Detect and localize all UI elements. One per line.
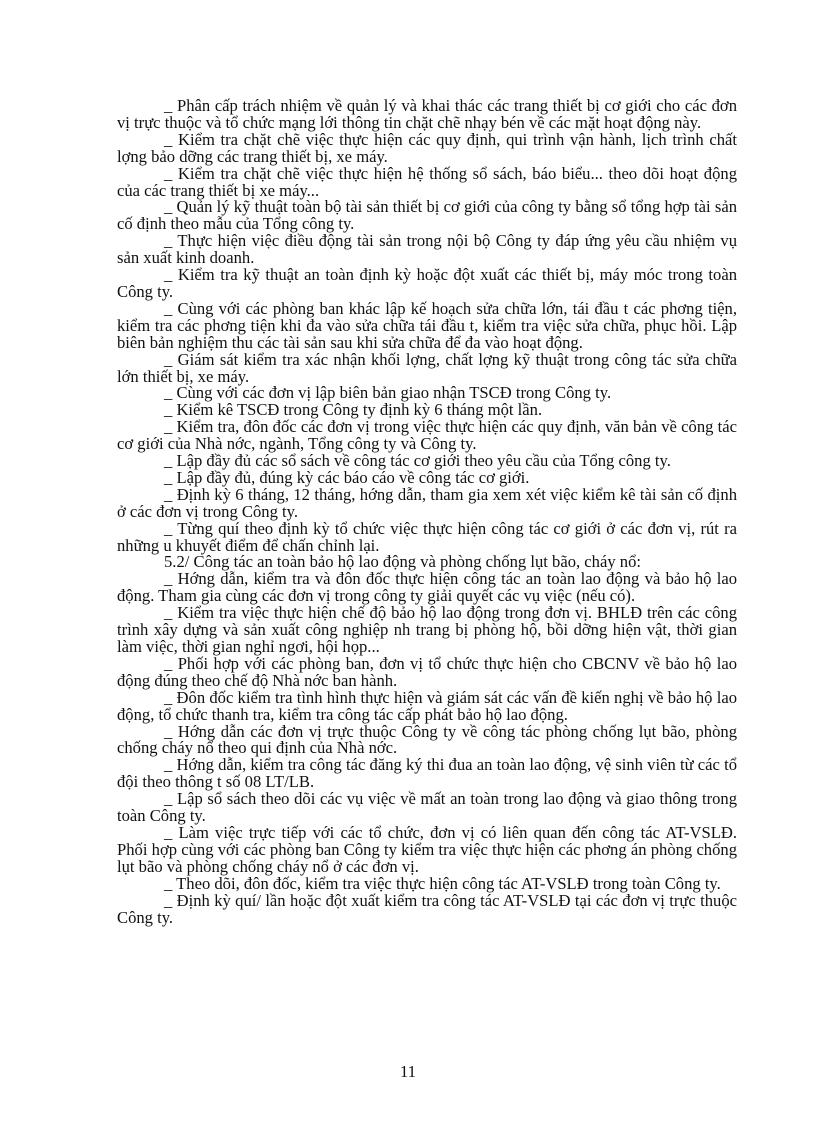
paragraph: _ Kiểm tra việc thực hiện chế độ bảo hộ lao động trong đơn vị. BHLĐ trên các công trình xây dựng và sản xuất công nghiệp nh trang bị phòng hộ, bồi dỡng hiện vật, thời gian làm việc, thời gian nghỉ ngơi, hội họp... [117, 603, 737, 656]
paragraph: _ Lập sổ sách theo dõi các vụ việc về mất an toàn trong lao động và giao thông trong toàn Công ty. [117, 789, 737, 826]
paragraph: _ Làm việc trực tiếp với các tổ chức, đơn vị có liên quan đến công tác AT-VSLĐ. Phối hợp cùng với các phòng ban Công ty kiểm tra việc thực hiện các phơng án phòng chống lụt bão và phòng chống cháy nổ ở các đơn vị. [117, 822, 737, 876]
paragraph: _ Hớng dẫn, kiểm tra và đôn đốc thực hiện công tác an toàn lao động và bảo hộ lao động. Tham gia cùng các đơn vị trong công ty giải quyết các vụ việc (nếu có). [117, 569, 737, 606]
paragraph: _ Kiểm tra, đôn đốc các đơn vị trong việc thực hiện các quy định, văn bản về công tác cơ giới của Nhà nớc, ngành, Tổng công ty và Công ty. [117, 417, 737, 454]
paragraph: _ Quản lý kỹ thuật toàn bộ tài sản thiết bị cơ giới của công ty bằng sổ tổng hợp tài sản cố định theo mẫu của Tổng công ty. [117, 197, 737, 234]
paragraph: _ Đôn đốc kiểm tra tình hình thực hiện và giám sát các vấn đề kiến nghị về bảo hộ lao động, tổ chức thanh tra, kiểm tra công tác cấp phát bảo hộ lao động. [117, 687, 737, 724]
paragraph: _ Kiểm kê TSCĐ trong Công ty định kỳ 6 tháng một lần. [164, 400, 543, 420]
paragraph: _ Giám sát kiểm tra xác nhận khối lợng, chất lợng kỹ thuật trong công tác sửa chữa lớn thiết bị, xe máy. [117, 349, 737, 386]
paragraph: _ Định kỳ quí/ lần hoặc đột xuất kiểm tra công tác AT-VSLĐ tại các đơn vị trực thuộc Công ty. [117, 890, 737, 927]
paragraph: _ Lập đầy đủ, đúng kỳ các báo cáo về công tác cơ giới. [164, 467, 530, 487]
paragraph: _ Hớng dẫn, kiểm tra công tác đăng ký thi đua an toàn lao động, vệ sinh viên từ các tổ đội theo thông t số 08 LT/LB. [117, 755, 737, 792]
paragraph: _ Cùng với các phòng ban khác lập kế hoạch sửa chữa lớn, tái đầu t các phơng tiện, kiểm tra các phơng tiện khi đa vào sửa chữa tái đầu t, kiểm tra việc sửa chữa, phục hồi. Lập biên bản nghiệm thu các tài sản sau khi sửa chữa để đa vào hoạt động. [117, 298, 737, 352]
paragraph: _ Cùng với các đơn vị lập biên bản giao nhận TSCĐ trong Công ty. [164, 383, 612, 403]
body-text [117, 98, 737, 926]
paragraph: _ Kiểm tra chặt chẽ việc thực hiện các quy định, qui trình vận hành, lịch trình chất lợng bảo dỡng các trang thiết bị, xe máy. [117, 129, 737, 166]
paragraph: _ Phối hợp với các phòng ban, đơn vị tổ chức thực hiện cho CBCNV về bảo hộ lao động đúng theo chế độ Nhà nớc ban hành. [117, 653, 737, 690]
section-heading: 5.2/ Công tác an toàn bảo hộ lao động và phòng chống lụt bão, cháy nổ: [164, 552, 641, 572]
paragraph: _ Theo dõi, đôn đốc, kiểm tra việc thực hiện công tác AT-VSLĐ trong toàn Công ty. [164, 873, 721, 893]
paragraph: _ Lập đầy đủ các sổ sách về công tác cơ giới theo yêu cầu của Tổng công ty. [164, 451, 671, 471]
page-number: 11 [399, 1062, 417, 1081]
paragraph: _ Định kỳ 6 tháng, 12 tháng, hớng dẫn, tham gia xem xét việc kiểm kê tài sản cố định ở các đơn vị trong Công ty. [117, 484, 737, 521]
paragraph: _ Từng quí theo định kỳ tổ chức việc thực hiện công tác cơ giới ở các đơn vị, rút ra những u khuyết điểm để chấn chỉnh lại. [117, 518, 737, 555]
paragraph: _ Thực hiện việc điều động tài sản trong nội bộ Công ty đáp ứng yêu cầu nhiệm vụ sản xuất kinh doanh. [117, 231, 737, 268]
paragraph: _ Kiểm tra chặt chẽ việc thực hiện hệ thống sổ sách, báo biểu... theo dõi hoạt động của các trang thiết bị xe máy... [117, 163, 737, 200]
paragraph: _ Phân cấp trách nhiệm về quản lý và khai thác các trang thiết bị cơ giới cho các đơn vị trực thuộc và tổ chức mạng lới thông tin chặt chẽ nhạy bén về các mặt hoạt động này. [117, 96, 737, 132]
paragraph: _ Hớng dẫn các đơn vị trực thuộc Công ty về công tác phòng chống lụt bão, phòng chống cháy nổ theo qui định của Nhà nớc. [117, 721, 737, 758]
paragraph: _ Kiểm tra kỹ thuật an toàn định kỳ hoặc đột xuất các thiết bị, máy móc trong toàn Công ty. [117, 265, 737, 301]
